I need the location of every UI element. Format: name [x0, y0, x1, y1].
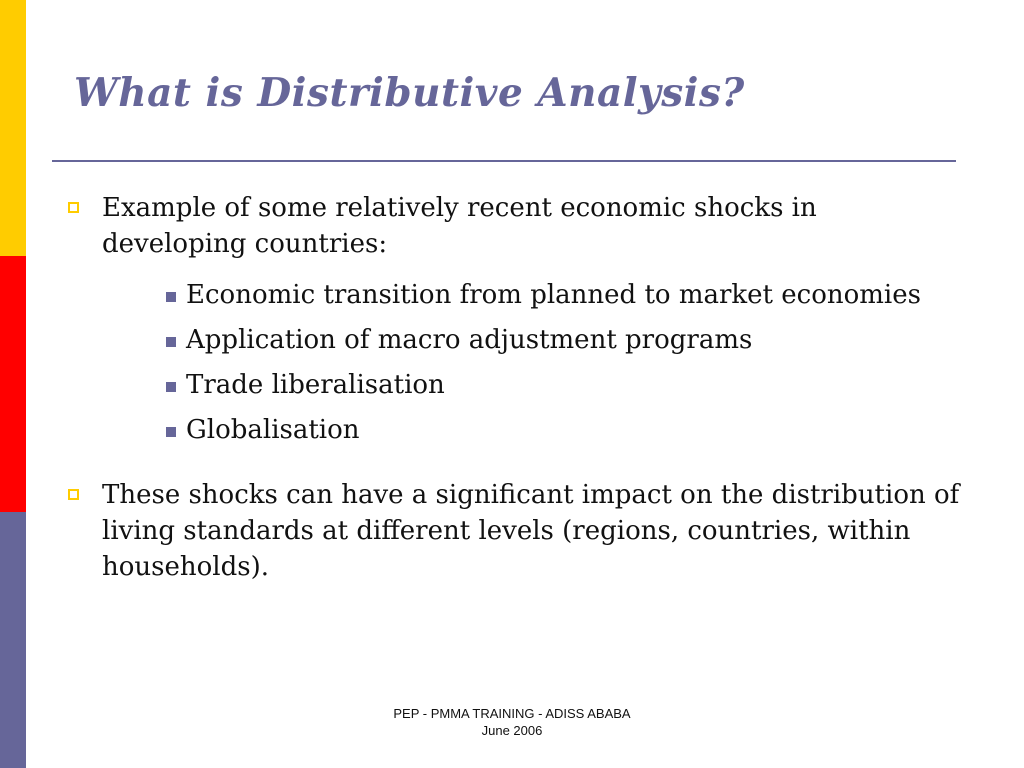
square-bullet-icon	[166, 427, 176, 437]
square-bullet-icon	[166, 292, 176, 302]
sub-bullet-item	[164, 363, 962, 408]
sub-bullet-item	[164, 408, 962, 453]
footer-line-2: June 2006	[481, 723, 543, 738]
bullet-text: Example of some relatively recent economic shocks in developing countries:	[102, 193, 817, 259]
sub-bullet-text: Economic transition from planned to market economies	[186, 280, 921, 310]
sub-bullet-item	[164, 318, 962, 363]
hollow-square-bullet-icon	[68, 202, 79, 213]
left-stripe-blue	[0, 512, 26, 768]
slide-footer	[362, 705, 662, 739]
bullet-item	[62, 477, 962, 585]
hollow-square-bullet-icon	[68, 489, 79, 500]
slide-content	[62, 190, 962, 585]
bullet-item	[62, 190, 962, 453]
footer-line-1: PEP - PMMA TRAINING - ADISS ABABA	[393, 706, 631, 721]
sub-bullet-text: Globalisation	[186, 415, 360, 445]
left-stripe-yellow	[0, 0, 26, 256]
title-divider	[52, 160, 956, 162]
square-bullet-icon	[166, 337, 176, 347]
sub-bullet-text: Application of macro adjustment programs	[186, 325, 753, 355]
sub-bullet-text: Trade liberalisation	[186, 370, 445, 400]
slide-title: What is Distributive Analysis?	[74, 70, 745, 116]
sub-bullet-item	[164, 273, 962, 318]
sub-bullet-list	[102, 273, 962, 453]
bullet-text: These shocks can have a significant impact on the distribution of living standards at different levels (regions, countries, within households).	[102, 480, 960, 582]
left-stripe-red	[0, 256, 26, 512]
square-bullet-icon	[166, 382, 176, 392]
